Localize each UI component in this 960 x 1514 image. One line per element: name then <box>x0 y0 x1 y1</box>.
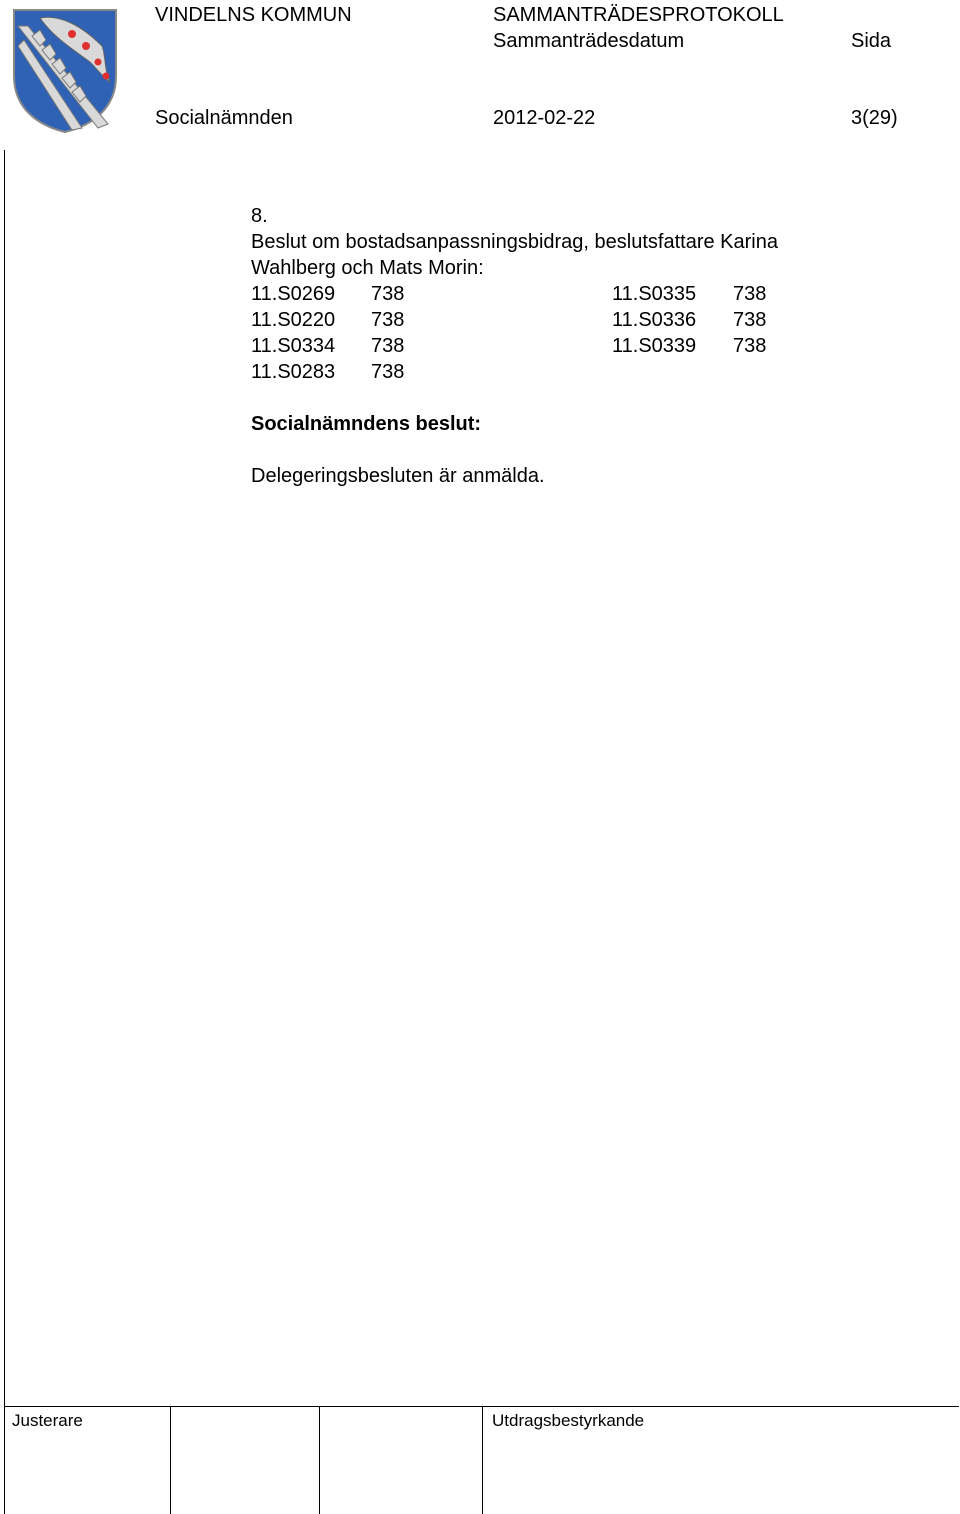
page-number: 3(29) <box>851 107 898 129</box>
coat-of-arms-logo <box>10 6 120 134</box>
case-code: 738 <box>733 283 767 305</box>
footer-divider <box>482 1406 483 1514</box>
date-label: Sammanträdesdatum <box>493 30 685 52</box>
decision-heading: Socialnämndens beslut: <box>251 413 482 435</box>
decision-text: Delegeringsbesluten är anmälda. <box>251 465 545 487</box>
item-title-line2: Wahlberg och Mats Morin: <box>251 257 484 279</box>
case-code: 738 <box>371 309 405 331</box>
utdragsbestyrkande-label: Utdragsbestyrkande <box>492 1411 645 1430</box>
page-label: Sida <box>851 30 892 52</box>
committee-name: Socialnämnden <box>155 107 293 129</box>
case-id: 11.S0339 <box>612 335 697 357</box>
case-id: 11.S0335 <box>612 283 697 305</box>
case-code: 738 <box>733 335 767 357</box>
justerare-label: Justerare <box>12 1411 83 1430</box>
case-id: 11.S0336 <box>612 309 697 331</box>
municipality-name: VINDELNS KOMMUN <box>155 4 352 26</box>
case-code: 738 <box>371 335 405 357</box>
case-code: 738 <box>371 283 405 305</box>
case-code: 738 <box>733 309 767 331</box>
left-margin-line <box>4 150 5 1514</box>
case-id: 11.S0334 <box>251 335 336 357</box>
case-id: 11.S0220 <box>251 309 336 331</box>
case-code: 738 <box>371 361 405 383</box>
footer-divider <box>319 1406 320 1514</box>
case-id: 11.S0269 <box>251 283 336 305</box>
footer-divider <box>170 1406 171 1514</box>
item-number: 8. <box>251 205 268 227</box>
item-title-line1: Beslut om bostadsanpassningsbidrag, beslutsfattare Karina <box>251 231 778 253</box>
meeting-date: 2012-02-22 <box>493 107 596 129</box>
document-type: SAMMANTRÄDESPROTOKOLL <box>493 4 784 26</box>
case-id: 11.S0283 <box>251 361 336 383</box>
